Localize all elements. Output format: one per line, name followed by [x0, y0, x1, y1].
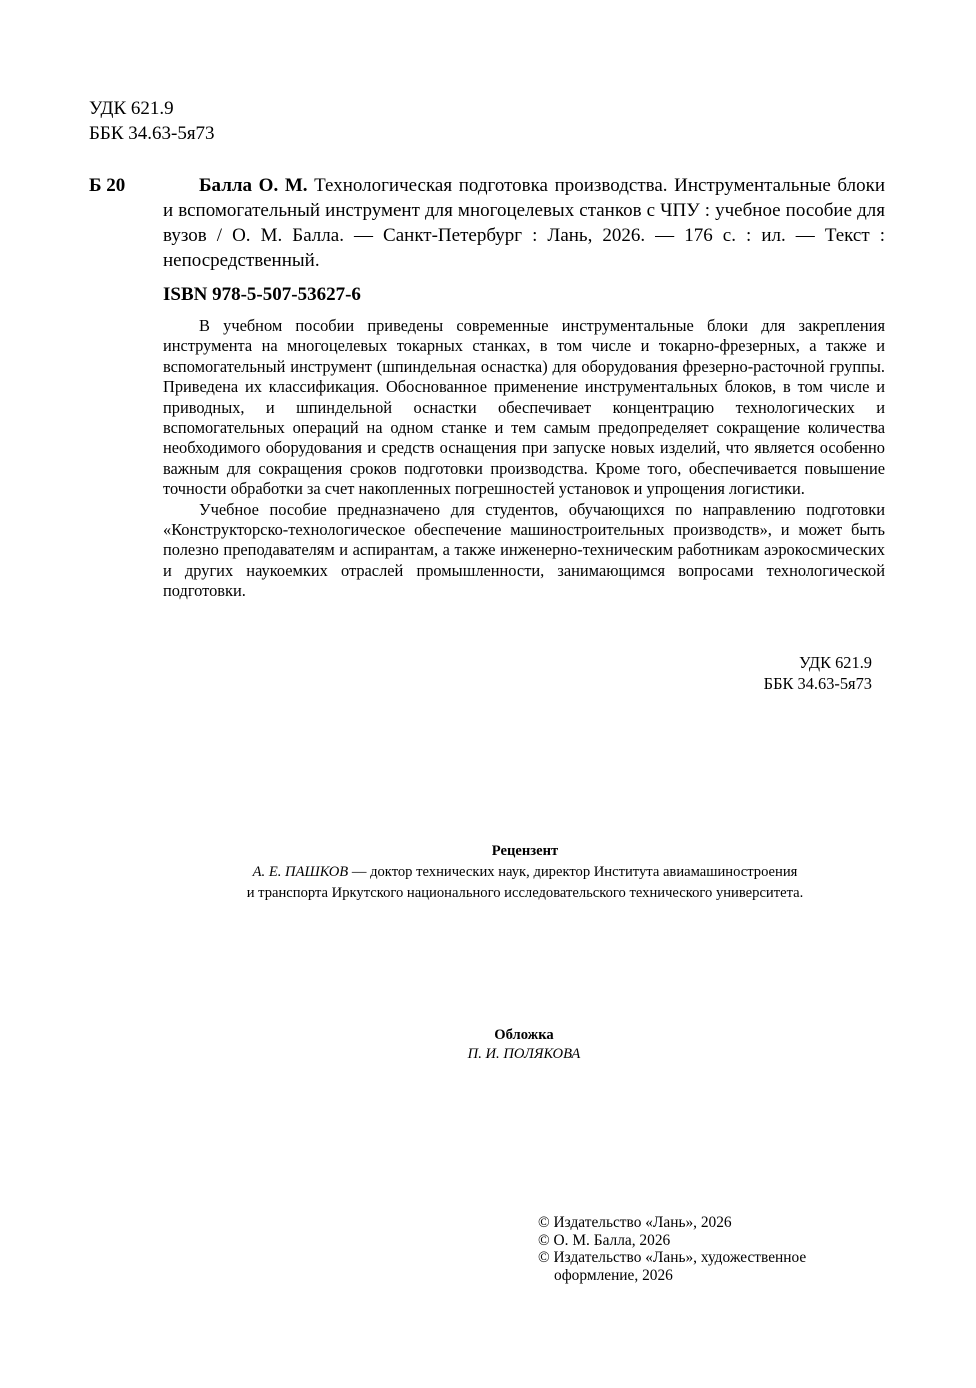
reviewer-heading: Рецензент [491, 843, 559, 859]
reviewer-block [150, 841, 900, 904]
bbk-code: ББК 34.63-5я73 [89, 123, 215, 144]
author-mark: Б 20 [89, 175, 126, 196]
classification-codes-bottom [764, 652, 872, 694]
cover-heading: Обложка [494, 1027, 554, 1043]
copyright-block [538, 1214, 858, 1284]
copyright-line: © Издательство «Лань», 2026 [538, 1214, 732, 1231]
reviewer-credentials: — доктор технических наук, директор Института авиамашиностроения [348, 864, 798, 880]
udk-code: УДК 621.9 [89, 98, 174, 119]
isbn: ISBN 978-5-507-53627-6 [163, 284, 361, 305]
cover-credit-block [324, 1026, 724, 1064]
author-name: Балла О. М. [199, 175, 308, 196]
abstract-paragraph-1: В учебном пособии приведены современные инструментальные блоки для закрепления инструмента на многоцелевых токарных станках, в том числе и токарно-фрезерных, а также и вспомогательный инструмент (шпиндельная оснастка) для оборудования фрезерно-расточной группы. Приведена их классификация. Обоснованное применение инструментальных блоков, в том числе и приводных, и шпиндельной оснастки обеспечивает концентрацию технологических и вспомогательных операций на одном станке и тем самым предопределяет сокращение количества необходимого оборудования и средств оснащения при запуске новых изделий, что является особенно важным для сокращения сроков подготовки производства. Кроме того, обеспечивается повышение точности обработки за счет накопленных погрешностей установок и упрощения логистики. [163, 316, 885, 499]
bibliographic-description [163, 173, 885, 273]
copyright-line: © Издательство «Лань», художественное [538, 1249, 807, 1267]
copyright-line: © О. М. Балла, 2026 [538, 1231, 671, 1249]
copyright-line-continuation: оформление, 2026 [554, 1266, 673, 1284]
reviewer-line-1 [150, 862, 900, 883]
bibliographic-text: Технологическая подготовка производства. Инструментальные блоки и вспомогательный инструмент для многоцелевых станков с ЧПУ : учебное пособие для вузов / О. М. Балла. — Санкт-Петербург : Лань, 2026. — 176 с. : ил. — Текст : непосредственный. [163, 175, 885, 271]
reviewer-line-2: и транспорта Иркутского национального исследовательского технического университета. [246, 885, 804, 901]
abstract [163, 316, 885, 602]
bbk-code: ББК 34.63-5я73 [763, 674, 872, 693]
udk-code: УДК 621.9 [798, 653, 872, 672]
classification-codes-top [89, 96, 215, 146]
reviewer-name: А. Е. ПАШКОВ [252, 864, 349, 880]
abstract-paragraph-2: Учебное пособие предназначено для студентов, обучающихся по направлению подготовки «Конструкторско-технологическое обеспечение машиностроительных производств», и может быть полезно преподавателям и аспирантам, а также инженерно-техническим работникам аэрокосмических и других наукоемких отраслей промышленности, занимающимся вопросами технологической подготовки. [163, 499, 885, 601]
cover-artist: П. И. ПОЛЯКОВА [467, 1046, 581, 1062]
